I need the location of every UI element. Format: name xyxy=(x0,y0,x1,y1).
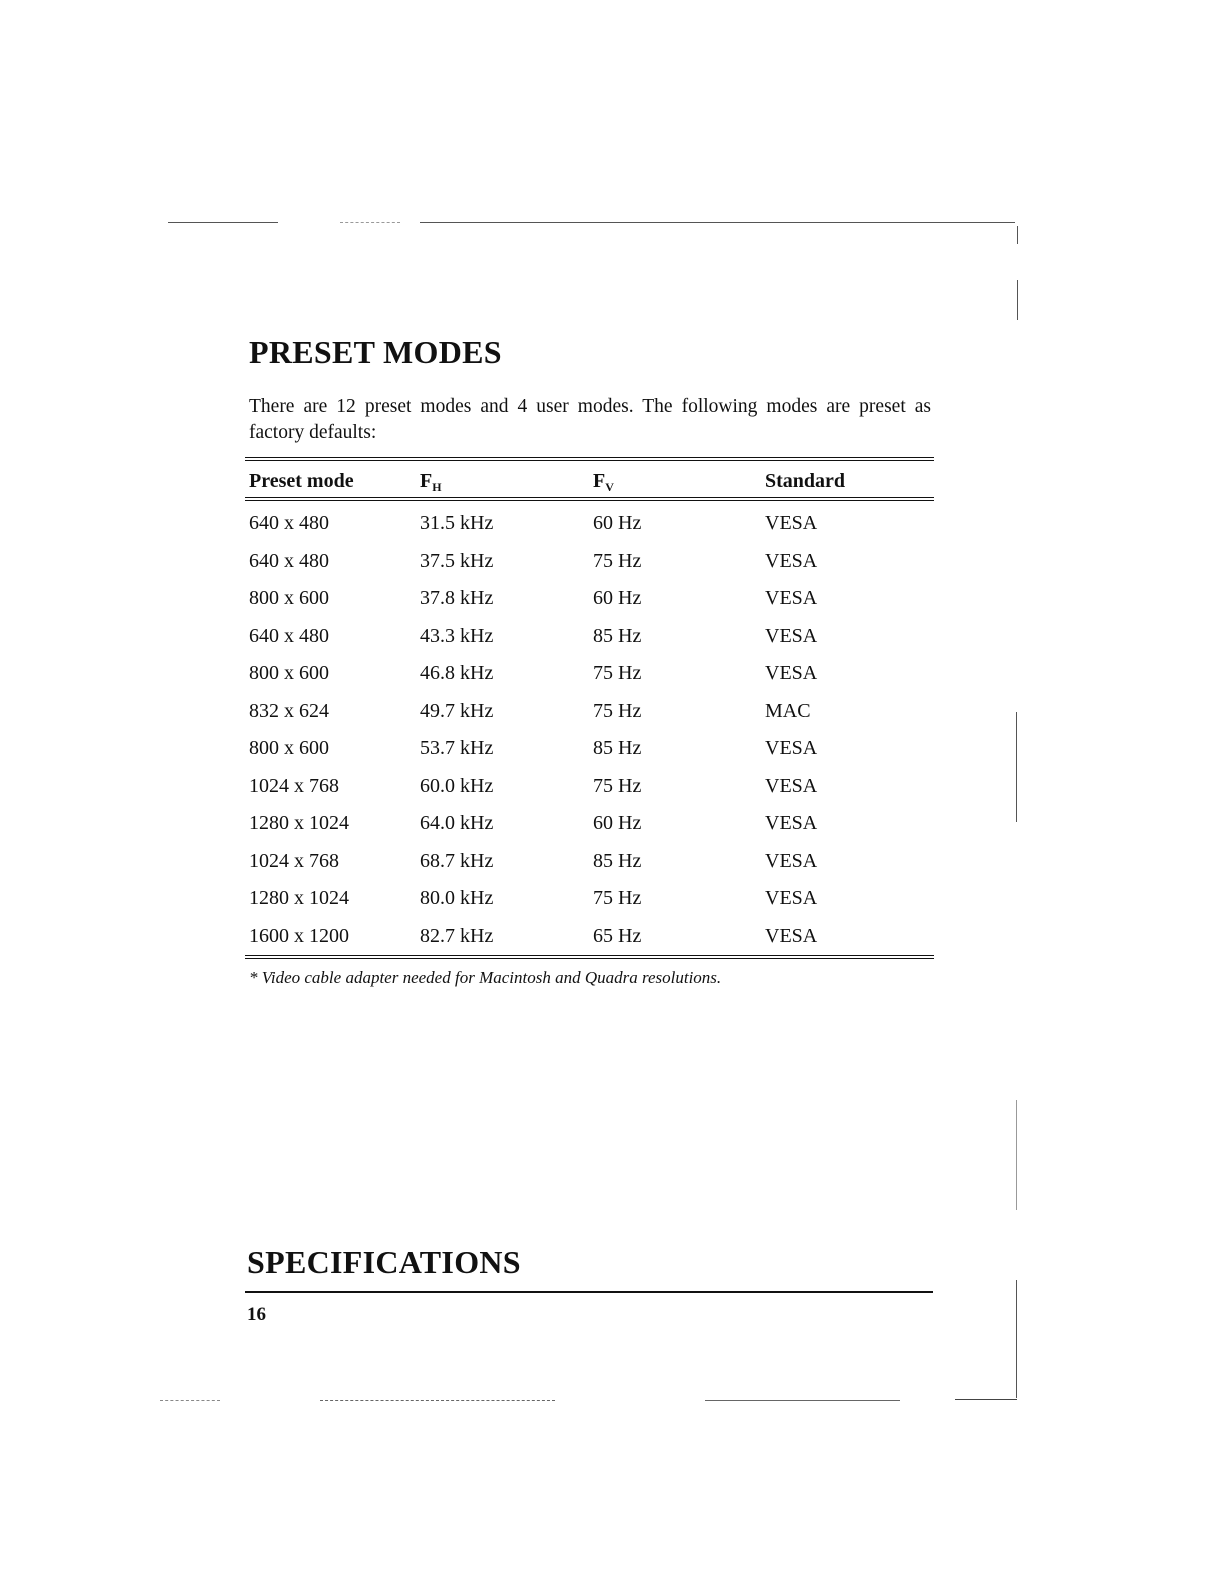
scan-border-bottom xyxy=(160,1400,220,1401)
table-row xyxy=(245,805,934,843)
table-footnote: * Video cable adapter needed for Macintosh and Quadra resolutions. xyxy=(249,968,722,987)
cell-standard: VESA xyxy=(765,924,818,947)
page-number: 16 xyxy=(247,1304,266,1325)
cell-fv: 65 Hz xyxy=(593,924,642,947)
cell-standard: VESA xyxy=(765,737,818,759)
cell-mode: 800 x 600 xyxy=(249,662,329,684)
cell-fv: 60 Hz xyxy=(593,587,642,609)
header-standard: Standard xyxy=(765,470,846,492)
table-row xyxy=(245,505,934,543)
cell-mode: 1600 x 1200 xyxy=(249,924,349,947)
cell-fv: 75 Hz xyxy=(593,774,642,797)
scan-border-right xyxy=(1017,226,1018,244)
cell-fv: 75 Hz xyxy=(593,549,642,572)
cell-mode: 1280 x 1024 xyxy=(249,887,349,909)
cell-fh: 37.5 kHz xyxy=(420,549,494,572)
intro-paragraph: There are 12 preset modes and 4 user modes. The following modes are preset as factory defaults: xyxy=(249,396,931,443)
cell-standard: VESA xyxy=(765,887,818,909)
cell-mode: 1024 x 768 xyxy=(249,774,339,797)
scan-border-bottom xyxy=(955,1399,1017,1400)
cell-fh: 31.5 kHz xyxy=(420,512,494,534)
table-row xyxy=(245,580,934,618)
header-fv-main: F xyxy=(593,470,606,492)
cell-fv: 85 Hz xyxy=(593,624,642,647)
cell-mode: 640 x 480 xyxy=(249,549,329,572)
scan-border-right xyxy=(1017,280,1018,320)
cell-fv: 60 Hz xyxy=(593,512,642,534)
cell-fh: 80.0 kHz xyxy=(420,887,494,909)
cell-mode: 1280 x 1024 xyxy=(249,812,349,834)
cell-standard: VESA xyxy=(765,849,818,872)
scan-border-bottom xyxy=(320,1400,555,1401)
cell-standard: MAC xyxy=(765,699,811,722)
cell-fv: 60 Hz xyxy=(593,812,642,834)
table-row xyxy=(245,543,934,581)
cell-fv: 75 Hz xyxy=(593,887,642,909)
cell-fh: 64.0 kHz xyxy=(420,812,494,834)
table-bottom-rule xyxy=(245,955,934,959)
table-row xyxy=(245,768,934,806)
header-fv xyxy=(593,461,765,501)
table-row xyxy=(245,693,934,731)
cell-standard: VESA xyxy=(765,662,818,684)
cell-standard: VESA xyxy=(765,587,818,609)
cell-standard: VESA xyxy=(765,812,818,834)
cell-mode: 800 x 600 xyxy=(249,737,329,759)
scan-border-right xyxy=(1016,1280,1017,1398)
header-fh xyxy=(420,461,593,501)
header-fh-sub: H xyxy=(432,480,442,494)
cell-standard: VESA xyxy=(765,624,818,647)
cell-mode: 1024 x 768 xyxy=(249,849,339,872)
cell-fv: 85 Hz xyxy=(593,737,642,759)
header-fh-main: F xyxy=(420,470,433,492)
cell-fh: 60.0 kHz xyxy=(420,774,494,797)
header-preset-mode: Preset mode xyxy=(249,470,354,492)
scan-border-right xyxy=(1016,1100,1017,1210)
scan-border-right xyxy=(1016,712,1017,822)
cell-fh: 46.8 kHz xyxy=(420,662,494,684)
specifications-rule xyxy=(245,1291,933,1293)
cell-fv: 85 Hz xyxy=(593,849,642,872)
cell-standard: VESA xyxy=(765,512,818,534)
cell-fh: 49.7 kHz xyxy=(420,699,494,722)
cell-mode: 832 x 624 xyxy=(249,699,329,722)
cell-fv: 75 Hz xyxy=(593,662,642,684)
table-row xyxy=(245,918,934,956)
scan-border-top xyxy=(420,222,1015,223)
cell-fv: 75 Hz xyxy=(593,699,642,722)
section-title-specifications: SPECIFICATIONS xyxy=(247,1244,521,1280)
cell-mode: 800 x 600 xyxy=(249,587,329,609)
scan-border-bottom xyxy=(705,1400,900,1401)
cell-mode: 640 x 480 xyxy=(249,512,329,534)
table-row xyxy=(245,843,934,881)
section-title-preset-modes: PRESET MODES xyxy=(249,334,502,370)
cell-fh: 68.7 kHz xyxy=(420,849,494,872)
table-row xyxy=(245,730,934,768)
cell-standard: VESA xyxy=(765,549,818,572)
cell-fh: 53.7 kHz xyxy=(420,737,494,759)
cell-fh: 43.3 kHz xyxy=(420,624,494,647)
cell-fh: 37.8 kHz xyxy=(420,587,494,609)
scan-border-top xyxy=(340,222,400,223)
table-row xyxy=(245,655,934,693)
table-row xyxy=(245,618,934,656)
scan-border-top xyxy=(168,222,278,223)
header-fv-sub: V xyxy=(605,480,614,494)
cell-standard: VESA xyxy=(765,774,818,797)
table-header-row xyxy=(245,461,934,497)
table-row xyxy=(245,880,934,918)
cell-mode: 640 x 480 xyxy=(249,624,329,647)
table-body xyxy=(245,501,934,955)
preset-modes-table xyxy=(245,457,934,959)
cell-fh: 82.7 kHz xyxy=(420,924,494,947)
